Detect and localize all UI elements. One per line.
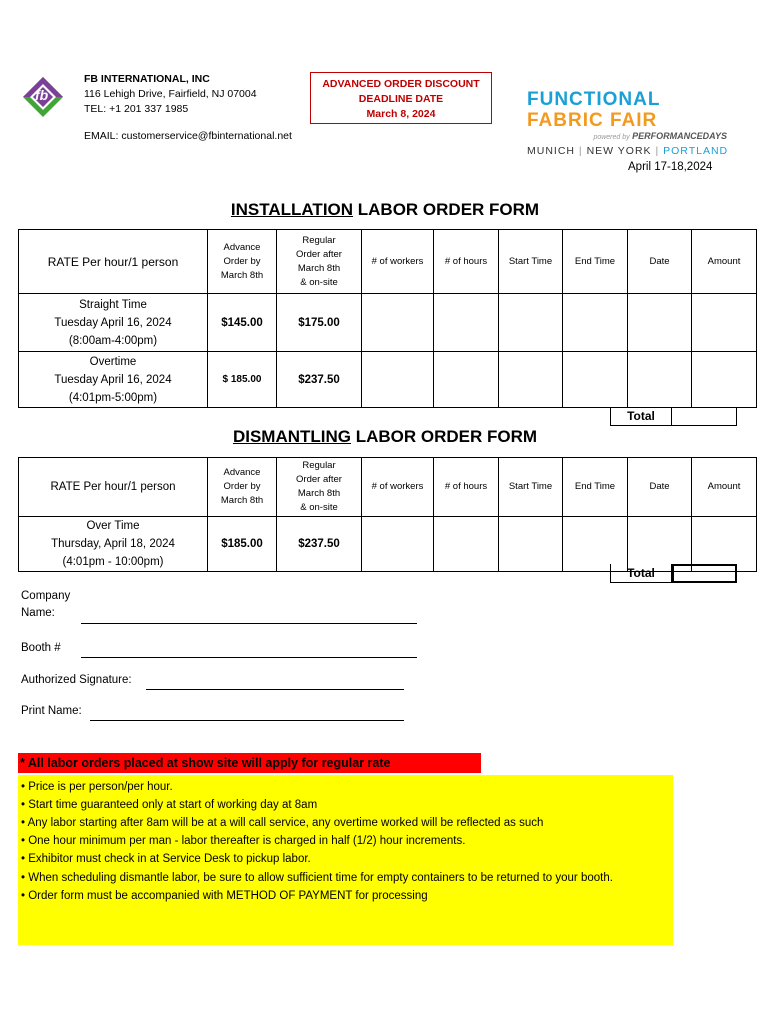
end-time-input[interactable]	[563, 352, 628, 408]
dismantling-title	[0, 427, 770, 447]
hours-input[interactable]	[434, 294, 499, 352]
list-item: • One hour minimum per man - labor thereafter is charged in half (1/2) hour increments.	[21, 835, 466, 847]
company-logo	[22, 76, 64, 118]
hours-input[interactable]	[434, 517, 499, 572]
rate-header: RATE Per hour/1 person	[19, 230, 208, 294]
workers-input[interactable]	[362, 517, 434, 572]
date-header: Date	[628, 458, 692, 517]
onsite-rate-notice: * All labor orders placed at show site will apply for regular rate	[18, 753, 481, 773]
regular-price: $237.50	[277, 517, 362, 572]
event-dates: April 17-18,2024	[628, 161, 713, 173]
dismantling-table	[18, 457, 757, 572]
brand-line1: FUNCTIONAL	[527, 89, 661, 110]
booth-field[interactable]	[81, 643, 417, 658]
regular-header: Regular Order after March 8th & on-site	[277, 230, 362, 294]
end-time-input[interactable]	[563, 294, 628, 352]
installation-title-rest: LABOR ORDER FORM	[353, 200, 540, 219]
amount-input[interactable]	[692, 294, 757, 352]
amount-header: Amount	[692, 458, 757, 517]
date-input[interactable]	[628, 352, 692, 408]
city-portland: PORTLAND	[663, 145, 729, 157]
advance-price: $145.00	[208, 294, 277, 352]
amount-input[interactable]	[692, 352, 757, 408]
dismantling-total-label: Total	[610, 564, 672, 583]
end-time-header: End Time	[563, 230, 628, 294]
start-time-input[interactable]	[499, 352, 563, 408]
powered-name: PERFORMANCEDAYS	[632, 131, 727, 141]
logo-text: fb	[35, 87, 49, 103]
start-time-header: Start Time	[499, 458, 563, 517]
end-time-header: End Time	[563, 458, 628, 517]
list-item: • Order form must be accompanied with METHOD OF PAYMENT for processing	[21, 890, 428, 902]
booth-label: Booth #	[21, 642, 61, 654]
print-name-label: Print Name:	[21, 705, 82, 717]
start-time-input[interactable]	[499, 517, 563, 572]
table-row	[19, 352, 757, 408]
deadline-line2: DEADLINE DATE	[358, 93, 444, 105]
brand-powered	[527, 131, 737, 141]
deadline-date: March 8, 2024	[366, 108, 436, 120]
dismantling-total-amount[interactable]	[672, 564, 737, 583]
city-munich: MUNICH	[527, 145, 575, 157]
company-name-field[interactable]	[81, 609, 417, 624]
brand-cities: MUNICH | NEW YORK | PORTLAND	[527, 145, 729, 157]
hours-input[interactable]	[434, 352, 499, 408]
deadline-line1: ADVANCED ORDER DISCOUNT	[322, 78, 480, 90]
print-name-field[interactable]	[90, 706, 404, 721]
start-time-header: Start Time	[499, 230, 563, 294]
rate-cell: Over Time Thursday, April 18, 2024 (4:01pm - 10:00pm)	[19, 517, 208, 572]
company-email: EMAIL: customerservice@fbinternational.net	[84, 130, 292, 142]
rate-header: RATE Per hour/1 person	[19, 458, 208, 517]
amount-header: Amount	[692, 230, 757, 294]
company-name: FB INTERNATIONAL, INC	[84, 73, 210, 85]
city-newyork: NEW YORK	[586, 145, 652, 157]
signature-field[interactable]	[146, 675, 404, 690]
company-address: 116 Lehigh Drive, Fairfield, NJ 07004	[84, 88, 257, 100]
advance-header: Advance Order by March 8th	[208, 458, 277, 517]
dismantling-title-main: DISMANTLING	[232, 427, 351, 446]
list-item: • Price is per person/per hour.	[21, 781, 173, 793]
date-header: Date	[628, 230, 692, 294]
dismantling-title-rest: LABOR ORDER FORM	[351, 427, 538, 446]
terms-list	[18, 775, 673, 945]
installation-title-main: INSTALLATION	[230, 200, 354, 219]
event-brand	[527, 89, 737, 157]
rate-cell: Straight Time Tuesday April 16, 2024 (8:00am-4:00pm)	[19, 294, 208, 352]
workers-header: # of workers	[362, 230, 434, 294]
table-row	[19, 294, 757, 352]
company-info	[84, 72, 257, 117]
advance-price: $185.00	[208, 517, 277, 572]
installation-total-amount[interactable]	[672, 407, 737, 426]
powered-prefix: powered by	[593, 134, 630, 141]
dismantling-header-row	[19, 458, 757, 517]
advance-header: Advance Order by March 8th	[208, 230, 277, 294]
brand-line2: FABRIC FAIR	[527, 110, 658, 131]
workers-input[interactable]	[362, 352, 434, 408]
installation-header-row	[19, 230, 757, 294]
rate-cell: Overtime Tuesday April 16, 2024 (4:01pm-5:00pm)	[19, 352, 208, 408]
list-item: • Start time guaranteed only at start of working day at 8am	[21, 799, 318, 811]
installation-total-label: Total	[610, 407, 672, 426]
installation-table	[18, 229, 757, 408]
regular-header: Regular Order after March 8th & on-site	[277, 458, 362, 517]
signature-label: Authorized Signature:	[21, 674, 132, 686]
regular-price: $237.50	[277, 352, 362, 408]
advance-price: $ 185.00	[208, 352, 277, 408]
installation-title	[0, 200, 770, 220]
date-input[interactable]	[628, 294, 692, 352]
hours-header: # of hours	[434, 458, 499, 517]
start-time-input[interactable]	[499, 294, 563, 352]
company-phone: TEL: +1 201 337 1985	[84, 103, 189, 115]
regular-price: $175.00	[277, 294, 362, 352]
list-item: • Exhibitor must check in at Service Desk to pickup labor.	[21, 853, 311, 865]
workers-input[interactable]	[362, 294, 434, 352]
list-item: • Any labor starting after 8am will be at a will call service, any overtime worked will be reflected as such	[21, 817, 544, 829]
company-name-label: Company Name:	[21, 590, 71, 619]
workers-header: # of workers	[362, 458, 434, 517]
list-item: • When scheduling dismantle labor, be sure to allow sufficient time for empty containers to be returned to your booth.	[21, 872, 613, 884]
deadline-box	[310, 72, 492, 124]
hours-header: # of hours	[434, 230, 499, 294]
